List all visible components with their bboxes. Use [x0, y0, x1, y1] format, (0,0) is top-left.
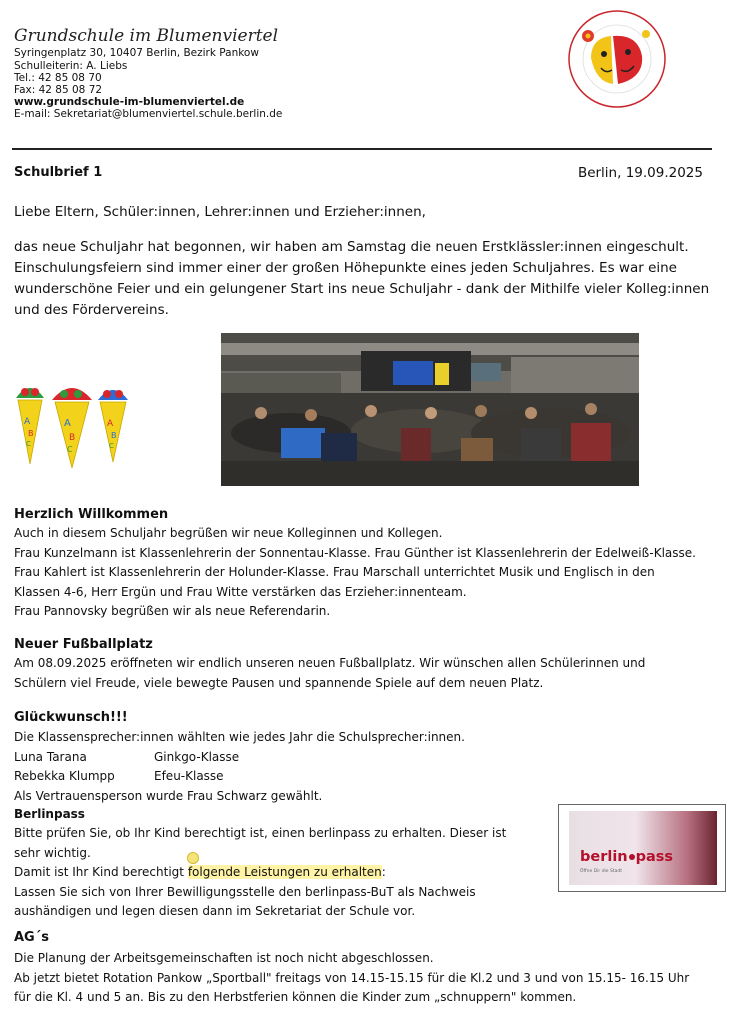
- ags-heading: AG´s: [14, 930, 49, 945]
- intro-line: das neue Schuljahr hat begonnen, wir haben am Samstag die neuen Erstklässler:innen eingeschult.: [14, 239, 689, 255]
- berlinpass-paragraph: [14, 824, 544, 922]
- letter-title: Schulbrief 1: [14, 165, 103, 180]
- ags-line: für die Kl. 4 und 5 an. Bis zu den Herbstferien können die Kinder zum „schnuppern" kommen.: [14, 990, 577, 1004]
- ags-line: Ab jetzt bietet Rotation Pankow „Sportball" freitags von 14.15-15.15 für die Kl.2 und 3 und von 15.15- 16.15 Uhr: [14, 970, 690, 985]
- berlinpass-line: aushändigen und legen diesen dann im Sekretariat der Schule vor.: [14, 904, 416, 918]
- berlinpass-line: Lassen Sie sich von Ihrer Bewilligungsstelle den berlinpass-BuT als Nachweis: [14, 884, 476, 899]
- welcome-paragraph: [14, 524, 726, 622]
- football-paragraph: [14, 654, 726, 693]
- welcome-line: Frau Kunzelmann ist Klassenlehrerin der Sonnentau-Klasse. Frau Günther ist Klassenlehrerin der Edelweiß-Klasse.: [14, 545, 696, 560]
- congrats-intro: Die Klassensprecher:innen wählten wie jedes Jahr die Schulsprecher:innen.: [14, 730, 465, 744]
- header-divider: [12, 148, 712, 150]
- svg-text:B: B: [111, 431, 117, 440]
- school-email-link[interactable]: E-mail: Sekretariat@blumenviertel.schule.berlin.de: [14, 108, 283, 120]
- ags-paragraph: [14, 949, 726, 1008]
- intro-line: Einschulungsfeiern sind immer einer der großen Höhepunkte eines jeden Schuljahres. Es war eine: [14, 260, 677, 276]
- svg-text:A: A: [64, 418, 71, 429]
- svg-text:B: B: [28, 429, 34, 438]
- representative-row: [14, 767, 726, 787]
- berlinpass-heading: Berlinpass: [14, 807, 85, 821]
- football-line: Am 08.09.2025 eröffneten wir endlich unseren neuen Fußballplatz. Wir wünschen allen Schülerinnen und: [14, 656, 646, 670]
- svg-text:A: A: [24, 417, 31, 427]
- berlinpass-line-text: Damit ist Ihr Kind berechtigt: [14, 865, 188, 879]
- berlinpass-logo-background: [569, 811, 717, 885]
- berlinpass-dot-icon: [629, 854, 635, 860]
- letter-greeting: Liebe Eltern, Schüler:innen, Lehrer:innen und Erzieher:innen,: [14, 204, 426, 220]
- intro-paragraph: [14, 237, 714, 321]
- school-phone: Tel.: 42 85 08 70: [14, 72, 102, 84]
- school-name: Grundschule im Blumenviertel: [14, 26, 279, 46]
- school-logo: [566, 8, 668, 110]
- welcome-heading: Herzlich Willkommen: [14, 507, 169, 522]
- svg-text:C: C: [67, 445, 73, 454]
- representative-row: [14, 748, 726, 768]
- highlighted-services-text: folgende Leistungen zu erhalten: [187, 865, 382, 879]
- berlinpass-line-colon: :: [381, 865, 386, 879]
- berlinpass-logo-part2: pass: [635, 849, 674, 865]
- school-address: Syringenplatz 30, 10407 Berlin, Bezirk Pankow: [14, 47, 259, 59]
- school-cones-illustration: [12, 378, 132, 470]
- svg-text:C: C: [26, 440, 31, 448]
- berlinpass-line: Bitte prüfen Sie, ob Ihr Kind berechtigt ist, einen berlinpass zu erhalten. Dieser ist: [14, 826, 507, 840]
- representative-name: Rebekka Klumpp: [14, 769, 115, 783]
- welcome-line: Klassen 4-6, Herr Ergün und Frau Witte verstärken das Erzieher:innenteam.: [14, 584, 467, 599]
- svg-text:B: B: [69, 433, 76, 443]
- berlinpass-line: [14, 863, 544, 883]
- svg-text:C: C: [109, 442, 114, 450]
- letter-date: Berlin, 19.09.2025: [577, 165, 703, 181]
- welcome-line: Auch in diesem Schuljahr begrüßen wir neue Kolleginnen und Kollegen.: [14, 526, 443, 540]
- congrats-heading: Glückwunsch!!!: [14, 710, 128, 725]
- berlinpass-logo-text: [580, 849, 673, 865]
- berlinpass-logo: [558, 804, 726, 892]
- berlinpass-line: sehr wichtig.: [14, 845, 91, 860]
- congrats-outro: Als Vertrauensperson wurde Frau Schwarz gewählt.: [14, 788, 323, 803]
- school-website-link[interactable]: www.grundschule-im-blumenviertel.de: [14, 96, 245, 108]
- representative-class: Efeu-Klasse: [154, 769, 224, 783]
- ags-line: Die Planung der Arbeitsgemeinschaften ist noch nicht abgeschlossen.: [14, 951, 434, 965]
- school-principal: Schulleiterin: A. Liebs: [14, 60, 128, 72]
- football-line: Schülern viel Freude, viele bewegte Pausen und spannende Spiele auf dem neuen Platz.: [14, 675, 544, 690]
- berlinpass-tagline: Öffne Dir die Stadt: [580, 869, 622, 874]
- representative-class: Ginkgo-Klasse: [154, 749, 240, 764]
- football-heading: Neuer Fußballplatz: [14, 637, 153, 652]
- intro-line: und des Fördervereins.: [14, 302, 169, 318]
- school-fax: Fax: 42 85 08 72: [14, 84, 103, 96]
- welcome-line: Frau Pannovsky begrüßen wir als neue Referendarin.: [14, 604, 331, 618]
- representative-name: Luna Tarana: [14, 749, 87, 764]
- intro-line: wunderschöne Feier und ein gelungener Start ins neue Schuljahr - dank der Mithilfe vieler Kolleg:innen: [14, 281, 710, 297]
- congrats-paragraph: [14, 728, 726, 806]
- berlinpass-logo-part1: berlin: [580, 849, 628, 865]
- svg-text:A: A: [107, 419, 114, 429]
- welcome-line: Frau Kahlert ist Klassenlehrerin der Holunder-Klasse. Frau Marschall unterrichtet Musik und Englisch in den: [14, 565, 655, 579]
- enrollment-ceremony-photo: [221, 333, 639, 486]
- mouse-cursor-indicator: [187, 852, 199, 864]
